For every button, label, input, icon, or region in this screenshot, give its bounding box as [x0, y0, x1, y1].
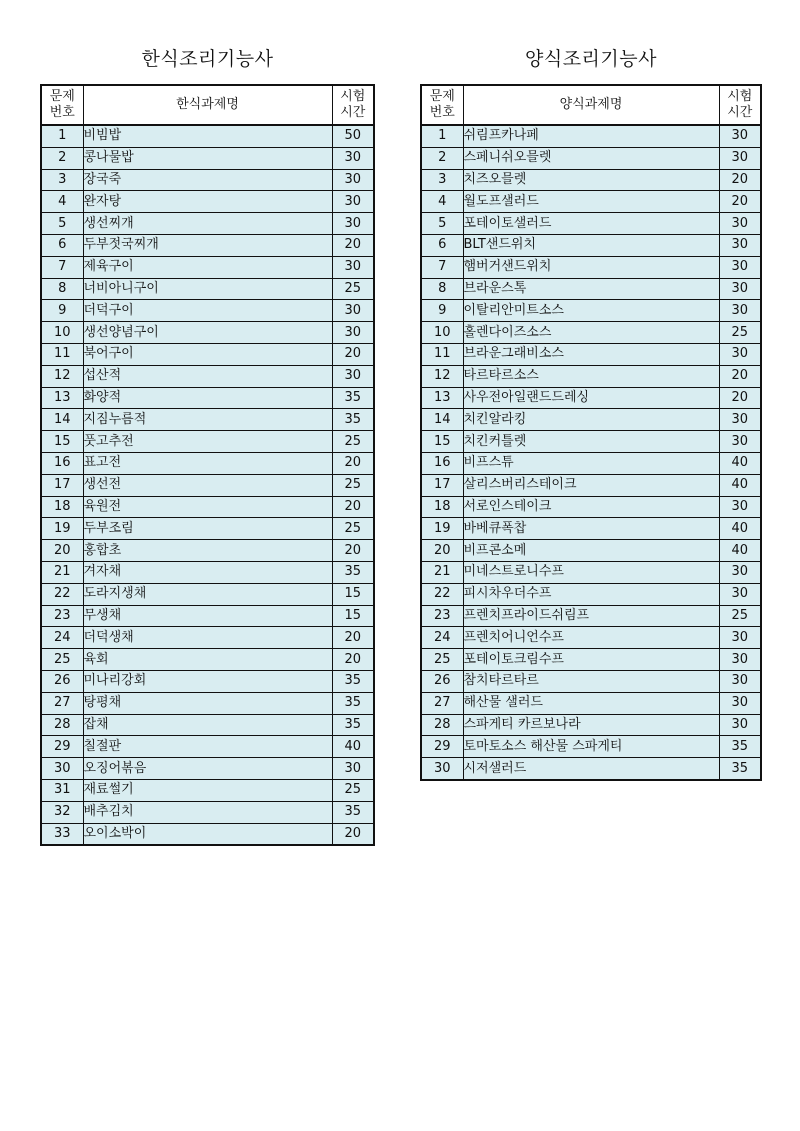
exam-time: 30: [719, 343, 761, 365]
row-number: 32: [41, 801, 83, 823]
western-recipe-table: [420, 84, 762, 781]
exam-time: 20: [332, 343, 374, 365]
table-row: [41, 147, 374, 169]
exam-time: 35: [719, 758, 761, 780]
recipe-name: 포테이토샐러드: [463, 213, 719, 235]
exam-time: 35: [332, 692, 374, 714]
row-number: 7: [421, 256, 463, 278]
table-row: [41, 496, 374, 518]
recipe-name: 이탈리안미트소스: [463, 300, 719, 322]
recipe-name: 햄버거샌드위치: [463, 256, 719, 278]
table-row: [421, 714, 761, 736]
row-number: 1: [41, 125, 83, 147]
exam-time: 15: [332, 583, 374, 605]
exam-time: 25: [332, 518, 374, 540]
exam-time: 35: [332, 714, 374, 736]
recipe-name: 미네스트로니수프: [463, 561, 719, 583]
exam-time: 30: [719, 670, 761, 692]
table-row: [421, 540, 761, 562]
recipe-name: 바베큐폭찹: [463, 518, 719, 540]
recipe-name: 타르타르소스: [463, 365, 719, 387]
table-row: [421, 496, 761, 518]
recipe-name: 오징어볶음: [83, 758, 332, 780]
exam-time: 40: [719, 474, 761, 496]
row-number: 18: [421, 496, 463, 518]
recipe-name: 프렌치프라이드쉬림프: [463, 605, 719, 627]
recipe-name: 재료썰기: [83, 779, 332, 801]
row-number: 10: [41, 322, 83, 344]
table-row: [421, 474, 761, 496]
table-row: [421, 583, 761, 605]
table-row: [421, 649, 761, 671]
table-row: [421, 409, 761, 431]
table-row: [41, 649, 374, 671]
row-number: 3: [41, 169, 83, 191]
exam-time: 35: [332, 561, 374, 583]
row-number: 8: [41, 278, 83, 300]
table-row: [421, 431, 761, 453]
row-number: 22: [421, 583, 463, 605]
table-row: [421, 387, 761, 409]
recipe-name: 홀렌다이즈소스: [463, 322, 719, 344]
recipe-name: 육원전: [83, 496, 332, 518]
row-number: 20: [41, 540, 83, 562]
exam-time: 30: [719, 300, 761, 322]
table-row: [41, 191, 374, 213]
exam-time: 30: [719, 409, 761, 431]
row-number: 23: [421, 605, 463, 627]
exam-time: 30: [719, 561, 761, 583]
table-row: [421, 125, 761, 147]
recipe-name: 오이소박이: [83, 823, 332, 845]
table-row: [41, 125, 374, 147]
recipe-name: 프렌치어니언수프: [463, 627, 719, 649]
recipe-name: 홍합초: [83, 540, 332, 562]
table-row: [421, 343, 761, 365]
recipe-name: 겨자채: [83, 561, 332, 583]
table-row: [421, 365, 761, 387]
recipe-name: 피시차우더수프: [463, 583, 719, 605]
row-number: 2: [41, 147, 83, 169]
table-row: [41, 518, 374, 540]
row-number: 17: [41, 474, 83, 496]
exam-time: 30: [332, 365, 374, 387]
row-number: 18: [41, 496, 83, 518]
recipe-name: 해산물 샐러드: [463, 692, 719, 714]
recipe-name: 월도프샐러드: [463, 191, 719, 213]
exam-time: 25: [719, 322, 761, 344]
table-row: [41, 474, 374, 496]
recipe-name: 표고전: [83, 452, 332, 474]
exam-time: 30: [332, 213, 374, 235]
recipe-name: 완자탕: [83, 191, 332, 213]
recipe-name: 스페니쉬오믈렛: [463, 147, 719, 169]
row-number: 29: [41, 736, 83, 758]
row-number: 12: [421, 365, 463, 387]
table-row: [41, 561, 374, 583]
row-number: 26: [421, 670, 463, 692]
recipe-name: 장국죽: [83, 169, 332, 191]
exam-time: 30: [332, 169, 374, 191]
header-exam-time: 시험 시간: [719, 85, 761, 125]
recipe-name: 미나리강회: [83, 670, 332, 692]
row-number: 5: [421, 213, 463, 235]
exam-time: 35: [719, 736, 761, 758]
exam-time: 30: [719, 234, 761, 256]
recipe-name: 지짐누름적: [83, 409, 332, 431]
table-row: [421, 627, 761, 649]
recipe-name: BLT샌드위치: [463, 234, 719, 256]
row-number: 19: [421, 518, 463, 540]
table-row: [41, 452, 374, 474]
recipe-name: 치킨커틀렛: [463, 431, 719, 453]
exam-time: 30: [332, 191, 374, 213]
row-number: 21: [41, 561, 83, 583]
western-title: 양식조리기능사: [525, 48, 657, 70]
recipe-name: 섭산적: [83, 365, 332, 387]
table-row: [41, 365, 374, 387]
recipe-name: 포테이토크림수프: [463, 649, 719, 671]
header-task-name: 양식과제명: [463, 85, 719, 125]
recipe-name: 생선전: [83, 474, 332, 496]
row-number: 26: [41, 670, 83, 692]
row-number: 9: [41, 300, 83, 322]
row-number: 12: [41, 365, 83, 387]
exam-time: 20: [332, 540, 374, 562]
table-row: [41, 256, 374, 278]
row-number: 13: [41, 387, 83, 409]
recipe-name: 도라지생채: [83, 583, 332, 605]
table-row: [421, 736, 761, 758]
exam-time: 50: [332, 125, 374, 147]
table-row: [41, 692, 374, 714]
recipe-name: 토마토소스 해산물 스파게티: [463, 736, 719, 758]
table-row: [41, 278, 374, 300]
table-row: [41, 169, 374, 191]
exam-time: 30: [719, 496, 761, 518]
table-row: [41, 431, 374, 453]
row-number: 3: [421, 169, 463, 191]
header-task-name: 한식과제명: [83, 85, 332, 125]
exam-time: 30: [332, 256, 374, 278]
recipe-name: 탕평채: [83, 692, 332, 714]
row-number: 7: [41, 256, 83, 278]
table-row: [41, 736, 374, 758]
recipe-name: 사우전아일랜드드레싱: [463, 387, 719, 409]
table-row: [41, 213, 374, 235]
table-row: [41, 322, 374, 344]
recipe-name: 더덕구이: [83, 300, 332, 322]
exam-time: 30: [332, 322, 374, 344]
recipe-name: 살리스버리스테이크: [463, 474, 719, 496]
row-number: 14: [41, 409, 83, 431]
table-row: [421, 234, 761, 256]
row-number: 8: [421, 278, 463, 300]
table-row: [41, 343, 374, 365]
exam-time: 20: [719, 191, 761, 213]
exam-time: 30: [719, 278, 761, 300]
table-row: [421, 213, 761, 235]
table-row: [421, 561, 761, 583]
row-number: 5: [41, 213, 83, 235]
row-number: 30: [421, 758, 463, 780]
row-number: 33: [41, 823, 83, 845]
recipe-name: 서로인스테이크: [463, 496, 719, 518]
exam-time: 30: [719, 431, 761, 453]
recipe-name: 풋고추전: [83, 431, 332, 453]
row-number: 27: [421, 692, 463, 714]
exam-time: 20: [332, 627, 374, 649]
recipe-name: 브라운그래비소스: [463, 343, 719, 365]
recipe-name: 두부젓국찌개: [83, 234, 332, 256]
row-number: 14: [421, 409, 463, 431]
exam-time: 40: [719, 518, 761, 540]
table-row: [41, 234, 374, 256]
recipe-name: 무생채: [83, 605, 332, 627]
korean-title: 한식조리기능사: [141, 48, 274, 70]
recipe-name: 배추김치: [83, 801, 332, 823]
table-row: [421, 191, 761, 213]
table-row: [421, 452, 761, 474]
table-row: [421, 758, 761, 780]
row-number: 20: [421, 540, 463, 562]
exam-time: 35: [332, 670, 374, 692]
recipe-name: 칠절판: [83, 736, 332, 758]
exam-time: 30: [719, 714, 761, 736]
row-number: 13: [421, 387, 463, 409]
row-number: 15: [41, 431, 83, 453]
row-number: 24: [421, 627, 463, 649]
row-number: 4: [421, 191, 463, 213]
exam-time: 30: [719, 692, 761, 714]
row-number: 9: [421, 300, 463, 322]
table-row: [421, 256, 761, 278]
table-row: [41, 758, 374, 780]
exam-time: 20: [719, 365, 761, 387]
table-row: [421, 692, 761, 714]
table-row: [421, 169, 761, 191]
row-number: 22: [41, 583, 83, 605]
row-number: 24: [41, 627, 83, 649]
recipe-name: 화양적: [83, 387, 332, 409]
exam-time: 35: [332, 387, 374, 409]
recipe-name: 더덕생채: [83, 627, 332, 649]
recipe-name: 두부조림: [83, 518, 332, 540]
korean-recipe-table: [40, 84, 375, 846]
exam-time: 30: [719, 627, 761, 649]
exam-time: 25: [719, 605, 761, 627]
row-number: 15: [421, 431, 463, 453]
row-number: 10: [421, 322, 463, 344]
row-number: 11: [41, 343, 83, 365]
recipe-name: 생선찌개: [83, 213, 332, 235]
row-number: 17: [421, 474, 463, 496]
exam-time: 40: [719, 452, 761, 474]
row-number: 21: [421, 561, 463, 583]
header-number: 문제 번호: [41, 85, 83, 125]
exam-time: 25: [332, 779, 374, 801]
recipe-name: 육회: [83, 649, 332, 671]
exam-time: 20: [332, 649, 374, 671]
table-row: [41, 583, 374, 605]
recipe-name: 치즈오믈렛: [463, 169, 719, 191]
recipe-name: 너비아니구이: [83, 278, 332, 300]
exam-time: 20: [332, 234, 374, 256]
exam-time: 30: [332, 758, 374, 780]
exam-time: 40: [332, 736, 374, 758]
row-number: 28: [41, 714, 83, 736]
recipe-name: 잡채: [83, 714, 332, 736]
recipe-name: 스파게티 카르보나라: [463, 714, 719, 736]
row-number: 23: [41, 605, 83, 627]
header-number: 문제 번호: [421, 85, 463, 125]
table-row: [421, 322, 761, 344]
exam-time: 35: [332, 801, 374, 823]
row-number: 2: [421, 147, 463, 169]
table-row: [41, 300, 374, 322]
exam-time: 40: [719, 540, 761, 562]
recipe-name: 북어구이: [83, 343, 332, 365]
exam-time: 25: [332, 278, 374, 300]
exam-time: 20: [719, 387, 761, 409]
exam-time: 25: [332, 474, 374, 496]
recipe-name: 비빔밥: [83, 125, 332, 147]
table-row: [421, 518, 761, 540]
row-number: 16: [41, 452, 83, 474]
recipe-name: 참치타르타르: [463, 670, 719, 692]
table-row: [421, 300, 761, 322]
table-row: [421, 605, 761, 627]
recipe-name: 브라운스톡: [463, 278, 719, 300]
recipe-name: 비프스튜: [463, 452, 719, 474]
row-number: 25: [41, 649, 83, 671]
header-exam-time: 시험 시간: [332, 85, 374, 125]
row-number: 4: [41, 191, 83, 213]
table-row: [41, 714, 374, 736]
row-number: 19: [41, 518, 83, 540]
row-number: 1: [421, 125, 463, 147]
exam-time: 35: [332, 409, 374, 431]
exam-time: 20: [719, 169, 761, 191]
row-number: 30: [41, 758, 83, 780]
recipe-name: 제육구이: [83, 256, 332, 278]
row-number: 11: [421, 343, 463, 365]
exam-time: 30: [719, 147, 761, 169]
exam-time: 15: [332, 605, 374, 627]
exam-time: 30: [719, 649, 761, 671]
table-row: [421, 147, 761, 169]
row-number: 27: [41, 692, 83, 714]
table-row: [41, 605, 374, 627]
table-row: [41, 801, 374, 823]
row-number: 31: [41, 779, 83, 801]
row-number: 25: [421, 649, 463, 671]
exam-time: 30: [719, 256, 761, 278]
table-row: [41, 779, 374, 801]
row-number: 29: [421, 736, 463, 758]
recipe-name: 비프콘소메: [463, 540, 719, 562]
table-row: [41, 670, 374, 692]
exam-time: 20: [332, 452, 374, 474]
row-number: 6: [421, 234, 463, 256]
recipe-name: 콩나물밥: [83, 147, 332, 169]
row-number: 6: [41, 234, 83, 256]
recipe-name: 생선양념구이: [83, 322, 332, 344]
row-number: 16: [421, 452, 463, 474]
table-header-row: [421, 85, 761, 125]
exam-time: 30: [719, 213, 761, 235]
table-row: [421, 670, 761, 692]
row-number: 28: [421, 714, 463, 736]
exam-time: 30: [719, 125, 761, 147]
table-row: [421, 278, 761, 300]
recipe-name: 시저샐러드: [463, 758, 719, 780]
table-row: [41, 627, 374, 649]
table-header-row: [41, 85, 374, 125]
exam-time: 30: [332, 300, 374, 322]
exam-time: 25: [332, 431, 374, 453]
table-row: [41, 823, 374, 845]
exam-time: 20: [332, 823, 374, 845]
table-row: [41, 540, 374, 562]
exam-time: 20: [332, 496, 374, 518]
exam-time: 30: [719, 583, 761, 605]
exam-time: 30: [332, 147, 374, 169]
table-row: [41, 387, 374, 409]
recipe-name: 치킨알라킹: [463, 409, 719, 431]
table-row: [41, 409, 374, 431]
recipe-name: 쉬림프카나페: [463, 125, 719, 147]
